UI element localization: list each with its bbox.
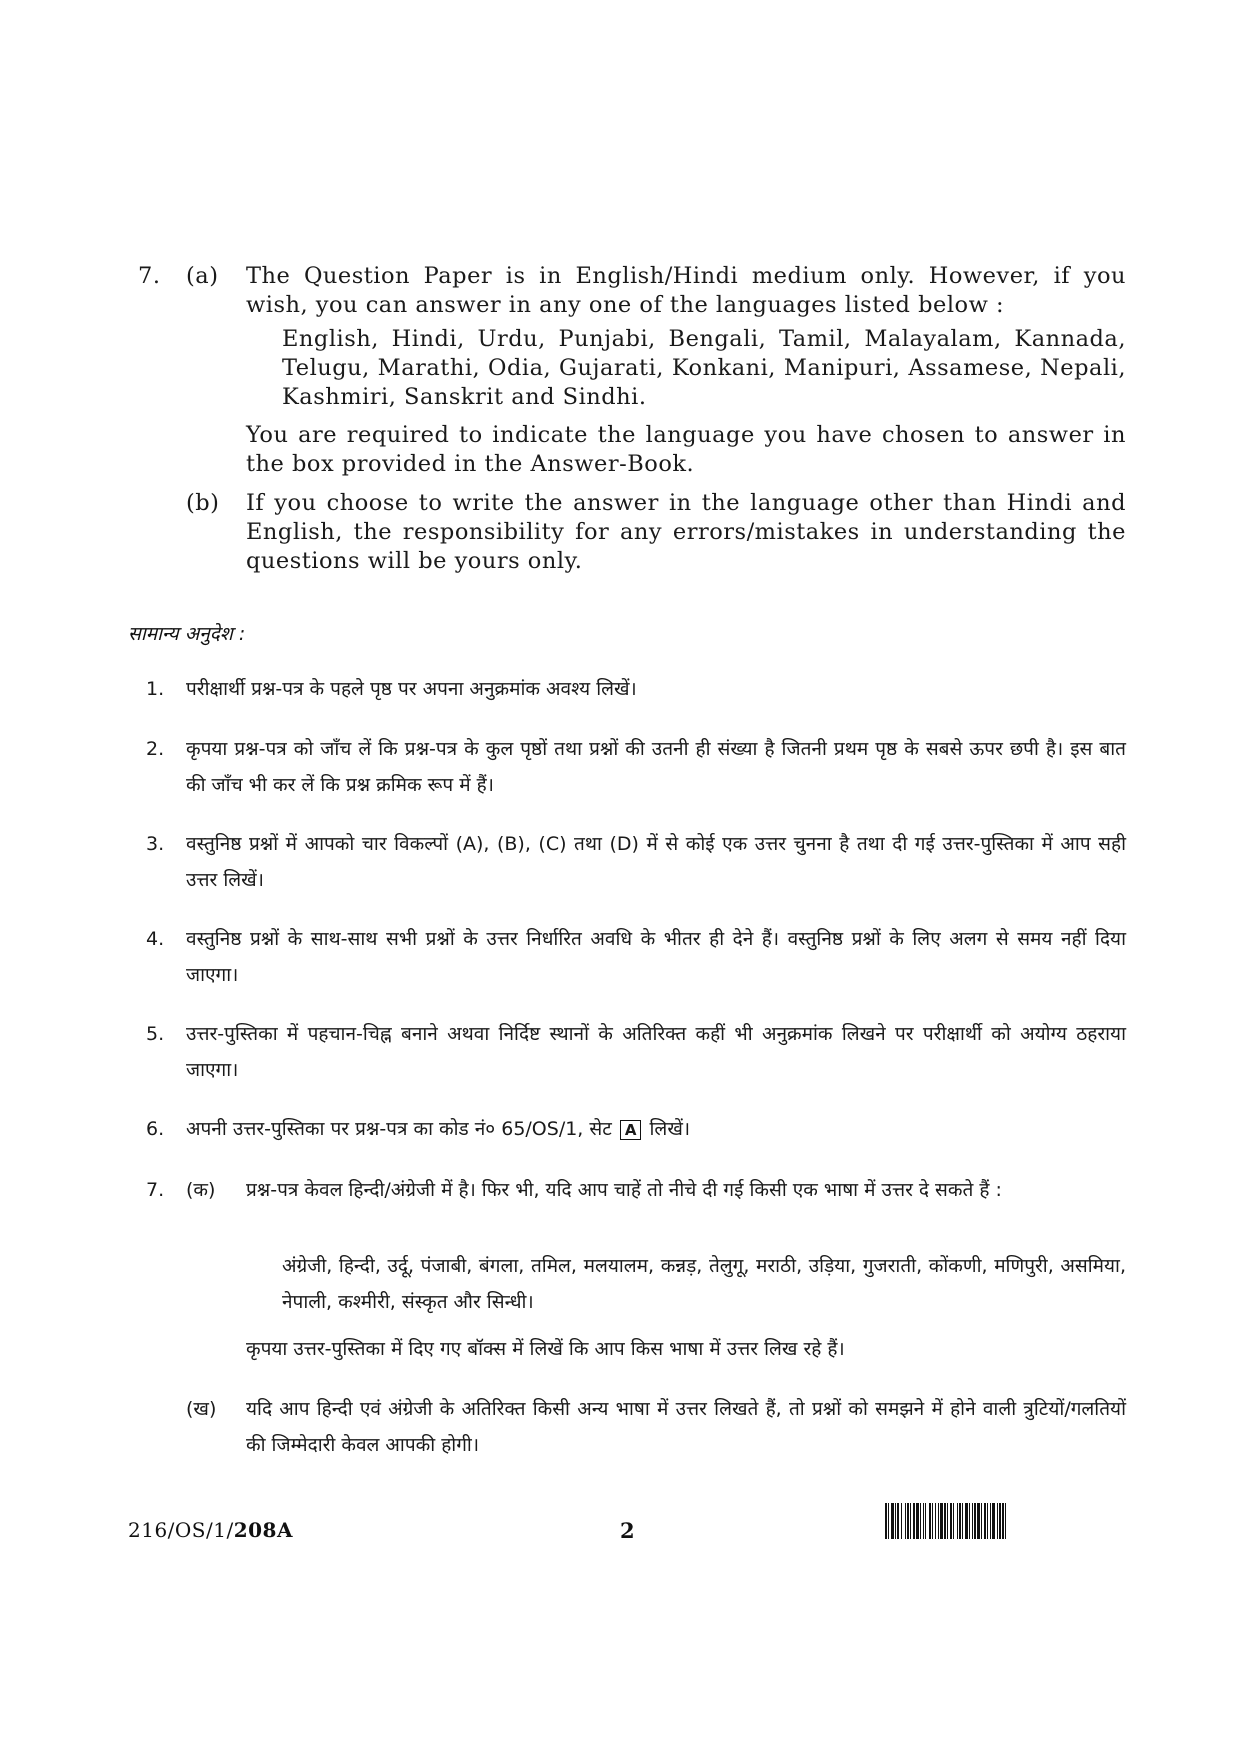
- hindi-item-5-text: उत्तर-पुस्तिका में पहचान-चिह्न बनाने अथवा निर्दिष्ट स्थानों के अतिरिक्त कहीं भी अनुक्रमांक लिखने पर परीक्षार्थी को अयोग्य ठहराया जाएगा।: [186, 1023, 1126, 1081]
- hindi-item-7kha-text: यदि आप हिन्दी एवं अंग्रेजी के अतिरिक्त किसी अन्य भाषा में उत्तर लिखते हैं, तो प्रश्नों को समझने में होने वाली त्रुटियों/गलतियों की जिम्मेदारी केवल आपकी होगी।: [246, 1398, 1126, 1456]
- hindi-item-3-number: 3.: [146, 833, 165, 855]
- paper-code-bold: 208A: [233, 1518, 293, 1542]
- hindi-item-6-number: 6.: [146, 1118, 165, 1140]
- q7a-label: (a): [186, 263, 219, 289]
- hindi-item-2-text: कृपया प्रश्न-पत्र को जाँच लें कि प्रश्न-पत्र के कुल पृष्ठों तथा प्रश्नों की उतनी ही संख्या है जितनी प्रथम पृष्ठ के सबसे ऊपर छपी है। इस बात की जाँच भी कर लें कि प्रश्न क्रमिक रूप में हैं।: [186, 738, 1126, 796]
- hindi-item-7ka-text: प्रश्न-पत्र केवल हिन्दी/अंग्रेजी में है। फिर भी, यदि आप चाहें तो नीचे दी गई किसी एक भाषा में उत्तर दे सकते हैं :: [246, 1179, 1002, 1201]
- hindi-item-5-number: 5.: [146, 1023, 165, 1045]
- set-code-box: A: [620, 1120, 642, 1140]
- hindi-item-4-number: 4.: [146, 928, 165, 950]
- hindi-item-1-number: 1.: [146, 678, 165, 700]
- hindi-item-2-number: 2.: [146, 738, 165, 760]
- barcode-icon: [885, 1503, 1128, 1539]
- hindi-item-4-text: वस्तुनिष्ठ प्रश्नों के साथ-साथ सभी प्रश्नों के उत्तर निर्धारित अवधि के भीतर ही देने हैं। वस्तुनिष्ठ प्रश्नों के लिए अलग से समय नहीं दिया जाएगा।: [186, 928, 1126, 986]
- hindi-item-7ka-label: (क): [186, 1179, 216, 1201]
- q7-number: 7.: [138, 263, 161, 289]
- hindi-item-7kha-label: (ख): [186, 1398, 217, 1420]
- barcode-stripe: [1006, 1503, 1008, 1539]
- hindi-item-3-text: वस्तुनिष्ठ प्रश्नों में आपको चार विकल्पों (A), (B), (C) तथा (D) में से कोई एक उत्तर चुनना है तथा दी गई उत्तर-पुस्तिका में आप सही उत्तर लिखें।: [186, 833, 1126, 891]
- hindi-item-7ka-note: कृपया उत्तर-पुस्तिका में दिए गए बॉक्स में लिखें कि आप किस भाषा में उत्तर लिख रहे हैं।: [246, 1338, 845, 1360]
- item-6-text-after: लिखें।: [649, 1118, 691, 1140]
- page-number: 2: [620, 1518, 635, 1543]
- q7b-label: (b): [186, 490, 220, 516]
- q7a-language-list: English, Hindi, Urdu, Punjabi, Bengali, Tamil, Malayalam, Kannada, Telugu, Marathi, Odia, Gujarati, Konkani, Manipuri, Assamese, Nepali, Kashmiri, Sanskrit and Sindhi.: [282, 326, 1126, 410]
- hindi-item-7ka-language-list: अंग्रेजी, हिन्दी, उर्दू, पंजाबी, बंगला, तमिल, मलयालम, कन्नड़, तेलुगू, मराठी, उड़िया, गुजराती, कोंकणी, मणिपुरी, असमिया, नेपाली, कश्मीरी, संस्कृत और सिन्धी।: [282, 1255, 1126, 1313]
- q7a-note: You are required to indicate the language you have chosen to answer in the box provided in the Answer-Book.: [246, 422, 1126, 477]
- paper-code-prefix: 216/OS/1/: [128, 1518, 234, 1542]
- hindi-item-1-text: परीक्षार्थी प्रश्न-पत्र के पहले पृष्ठ पर अपना अनुक्रमांक अवश्य लिखें।: [186, 678, 637, 700]
- paper-code: [128, 1518, 293, 1542]
- hindi-item-7-number: 7.: [146, 1179, 165, 1201]
- q7a-text: The Question Paper is in English/Hindi medium only. However, if you wish, you can answer in any one of the languages listed below :: [246, 263, 1126, 318]
- item-6-text-before: अपनी उत्तर-पुस्तिका पर प्रश्न-पत्र का कोड नं० 65/OS/1, सेट: [186, 1118, 612, 1140]
- hindi-item-6-text: [186, 1111, 1126, 1147]
- hindi-instructions-heading: सामान्य अनुदेश :: [128, 623, 246, 645]
- q7b-text: If you choose to write the answer in the language other than Hindi and English, the responsibility for any errors/mistakes in understanding the questions will be yours only.: [246, 490, 1126, 574]
